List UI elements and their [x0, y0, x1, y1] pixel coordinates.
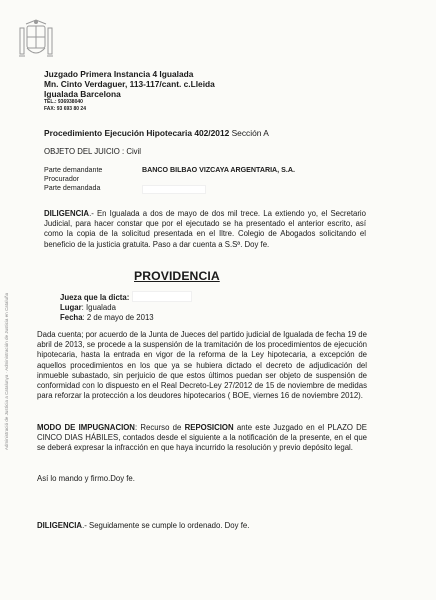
object-line: OBJETO DEL JUICIO : Civil — [44, 147, 142, 156]
providencia-title: PROVIDENCIA — [134, 269, 220, 283]
procedure-title: Procedimiento Ejecución Hipotecaria 402/2012 — [44, 128, 230, 138]
diligencia-paragraph — [44, 209, 366, 250]
impugnacion-text-2: ante este Juzgado en el PLAZO DE CINCO DIAS HÁBILES, contados desde el siguiente a la notificación de la presente, en el que se deberá expresar la infracción en que haya incurrido la resolución y previo depósito legal. — [37, 423, 367, 453]
sidebar-vertical-text: Administració de Justícia a Catalunya · Administración de Justicia en Cataluña — [4, 292, 9, 450]
diligencia-final — [37, 521, 249, 530]
parties-block — [44, 166, 295, 194]
judge-row: Jueza que la dicta: — [60, 291, 192, 303]
demandante-label: Parte demandante — [44, 166, 103, 174]
party-row-demandada — [44, 184, 295, 194]
diligencia-text: .- En Igualada a dos de mayo de dos mil trece. La extiendo yo, el Secretario Judicial, para hacer constar que por el ejecutado se ha presentado el anterior escrito, así como la copia de la solicitud presentada en el Iltre. Colegio de Abogados solicitando el beneficio de la justicia gratuita. Paso a dar cuenta a S.Sª. Doy fe. — [44, 209, 366, 249]
closing-line: Así lo mando y firmo.Doy fe. — [37, 474, 135, 483]
date-label: Fecha — [60, 313, 83, 323]
procedure-section: Sección A — [231, 128, 269, 138]
court-fax: FAX: 93 693 80 24 — [44, 105, 86, 112]
court-header — [44, 69, 424, 112]
court-address: Mn. Cinto Verdaguer, 113-117/cant. c.Lleida — [44, 79, 215, 89]
recurso-type: REPOSICION — [184, 423, 234, 432]
impugnacion-label: MODO DE IMPUGNACION — [37, 423, 135, 432]
impugnacion-text-1: : Recurso de — [134, 423, 185, 432]
court-city: Igualada Barcelona — [44, 89, 121, 99]
court-phone: TEL.: 936938040 — [44, 99, 83, 105]
party-row-procurador — [44, 175, 295, 184]
place-label: Lugar — [60, 303, 82, 313]
demandada-label: Parte demandada — [44, 183, 101, 192]
date-row — [60, 313, 192, 323]
place-row — [60, 303, 192, 313]
dada-cuenta-paragraph: Dada cuenta; por acuerdo de la Junta de Jueces del partido judicial de Igualada de fecha 19 de abril de 2013, se procede a la suspensión de la tramitación de los procedimientos de ejecución hipotecaria, hasta la entrada en vigor de la reforma de la Ley hipotecaria, a excepción de aquellos procedimientos en los que ya se hubiera dictado el decreto de adjudicación del inmueble subastado, sin perjuicio de que estos últimos puedan ser objeto de suspensión de conformidad con lo dispuesto en el Real Decreto-Ley 27/2012 de 15 de noviembre de medidas para reforzar la protección a los deudores hipotecarios ( BOE, viernes 16 de noviembre 2012). — [37, 330, 367, 401]
judge-label: Jueza que la dicta — [60, 293, 127, 302]
redaction-box — [142, 185, 206, 194]
court-name: Juzgado Primera Instancia 4 Igualada — [44, 69, 194, 79]
diligencia-label: DILIGENCIA — [44, 209, 90, 218]
demandante-value: BANCO BILBAO VIZCAYA ARGENTARIA, S.A. — [142, 166, 295, 174]
judge-block — [60, 291, 192, 324]
impugnacion-paragraph — [37, 423, 367, 454]
date-value: : 2 de mayo de 2013 — [82, 313, 154, 323]
place-value: : Igualada — [81, 303, 116, 313]
procurador-label: Procurador — [44, 174, 80, 183]
redaction-box — [132, 291, 192, 302]
diligencia-final-text: .- Seguidamente se cumple lo ordenado. Doy fe. — [82, 521, 250, 530]
procedure-line — [44, 128, 269, 138]
diligencia-final-label: DILIGENCIA — [37, 521, 83, 530]
party-row-demandante — [44, 166, 295, 175]
coat-of-arms-logo — [17, 16, 55, 66]
